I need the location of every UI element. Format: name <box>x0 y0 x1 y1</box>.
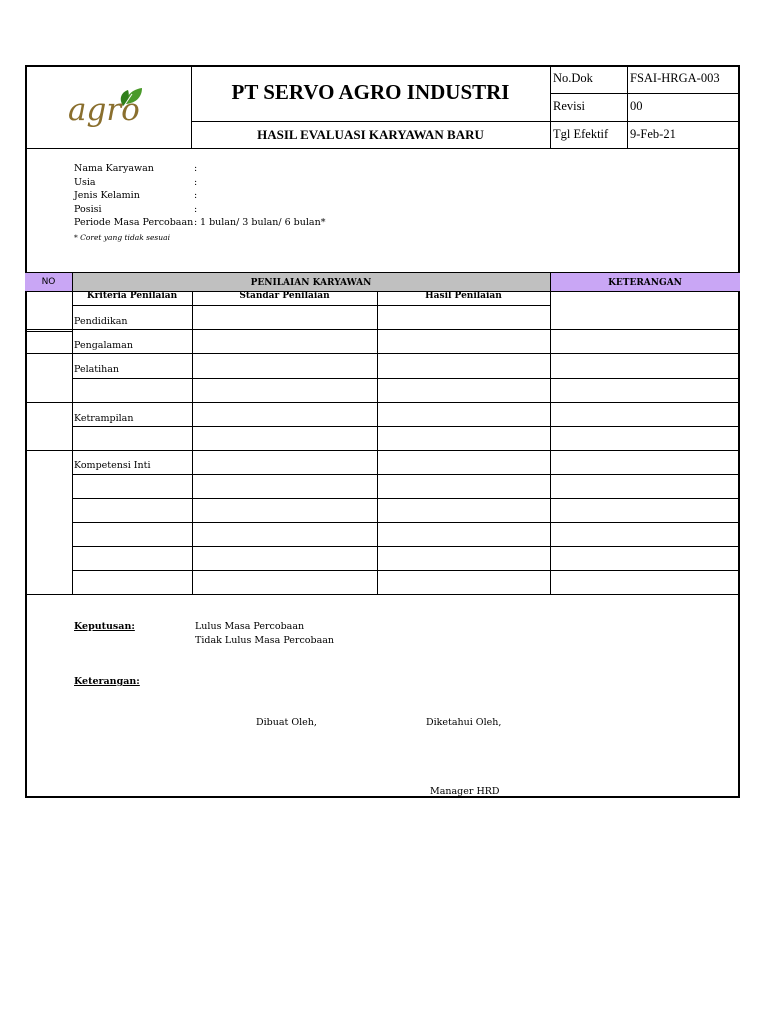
header-divider <box>550 93 740 94</box>
table-col-line <box>377 291 378 594</box>
employee-info-labels <box>74 162 193 230</box>
table-row-line <box>72 426 740 427</box>
option-lulus[interactable]: Lulus Masa Percobaan <box>195 621 305 632</box>
footnote: * Coret yang tidak sesuai <box>74 233 170 242</box>
meta-value-tgl-efektif: 9-Feb-21 <box>630 127 676 141</box>
col-no-label: NO <box>41 277 56 287</box>
field-label-jenis-kelamin: Jenis Kelamin <box>74 190 140 201</box>
field-label-usia: Usia <box>74 176 96 188</box>
table-row-line <box>72 498 740 499</box>
signature-manager-hrd: Manager HRD <box>430 786 500 797</box>
table-row-line <box>25 353 740 354</box>
subheader-hasil: Hasil Penilaian <box>425 291 502 301</box>
criteria-pengalaman: Pengalaman <box>74 340 133 351</box>
col-keterangan-label: KETERANGAN <box>608 278 682 288</box>
field-separator: : <box>194 203 198 215</box>
table-border <box>25 594 740 595</box>
criteria-pendidikan: Pendidikan <box>74 316 128 327</box>
field-separator: : <box>194 163 198 174</box>
keputusan-label: Keputusan: <box>74 621 135 632</box>
criteria-pelatihan: Pelatihan <box>74 364 120 375</box>
meta-label-revisi: Revisi <box>553 99 585 113</box>
table-border <box>25 272 740 273</box>
table-row-line <box>72 305 550 306</box>
criteria-kompetensi-inti: Kompetensi Inti <box>74 460 151 471</box>
option-tidak-lulus[interactable]: Tidak Lulus Masa Percobaan <box>195 635 335 646</box>
field-separator: : <box>194 217 198 228</box>
company-name: PT SERVO AGRO INDUSTRI <box>231 80 510 104</box>
table-row-line <box>25 450 740 451</box>
signature-made-by: Dibuat Oleh, <box>256 717 317 728</box>
field-separator: : <box>194 190 198 201</box>
table-row-line <box>72 570 740 571</box>
field-label-periode: Periode Masa Percobaan <box>74 217 194 228</box>
subheader-standar: Standar Penilaian <box>239 291 330 301</box>
meta-label-no-dok: No.Dok <box>553 71 593 85</box>
meta-label-tgl-efektif: Tgl Efektif <box>553 127 609 141</box>
header-divider <box>627 66 628 149</box>
criteria-ketrampilan: Ketrampilan <box>74 413 134 424</box>
table-col-line <box>192 291 193 594</box>
field-value-periode[interactable]: 1 bulan/ 3 bulan/ 6 bulan* <box>200 217 326 228</box>
header-divider <box>550 66 551 149</box>
employee-info-separators <box>194 162 197 230</box>
table-row-line <box>72 474 740 475</box>
logo-text: agro <box>68 92 140 128</box>
table-row-line <box>72 378 740 379</box>
company-logo <box>60 84 160 134</box>
meta-value-no-dok: FSAI-HRGA-003 <box>630 71 720 85</box>
header-divider <box>191 121 740 122</box>
subheader-kriteria: Kriteria Penilaian <box>86 291 178 301</box>
field-label-posisi: Posisi <box>74 203 102 215</box>
table-row-line <box>25 402 740 403</box>
table-col-line <box>550 272 551 594</box>
keterangan-label: Keterangan: <box>74 676 140 687</box>
table-row-line <box>72 522 740 523</box>
table-row-line <box>72 546 740 547</box>
table-border <box>25 291 740 292</box>
form-title: HASIL EVALUASI KARYAWAN BARU <box>257 127 484 142</box>
meta-value-revisi: 00 <box>630 99 643 113</box>
field-separator: : <box>194 176 198 188</box>
table-row-line <box>25 329 740 330</box>
col-penilaian-label: PENILAIAN KARYAWAN <box>250 278 372 288</box>
header-divider <box>25 148 740 149</box>
table-row-line <box>25 331 72 332</box>
table-col-line <box>72 272 73 594</box>
field-label-nama: Nama Karyawan <box>74 163 154 174</box>
signature-known-by: Diketahui Oleh, <box>426 717 502 728</box>
